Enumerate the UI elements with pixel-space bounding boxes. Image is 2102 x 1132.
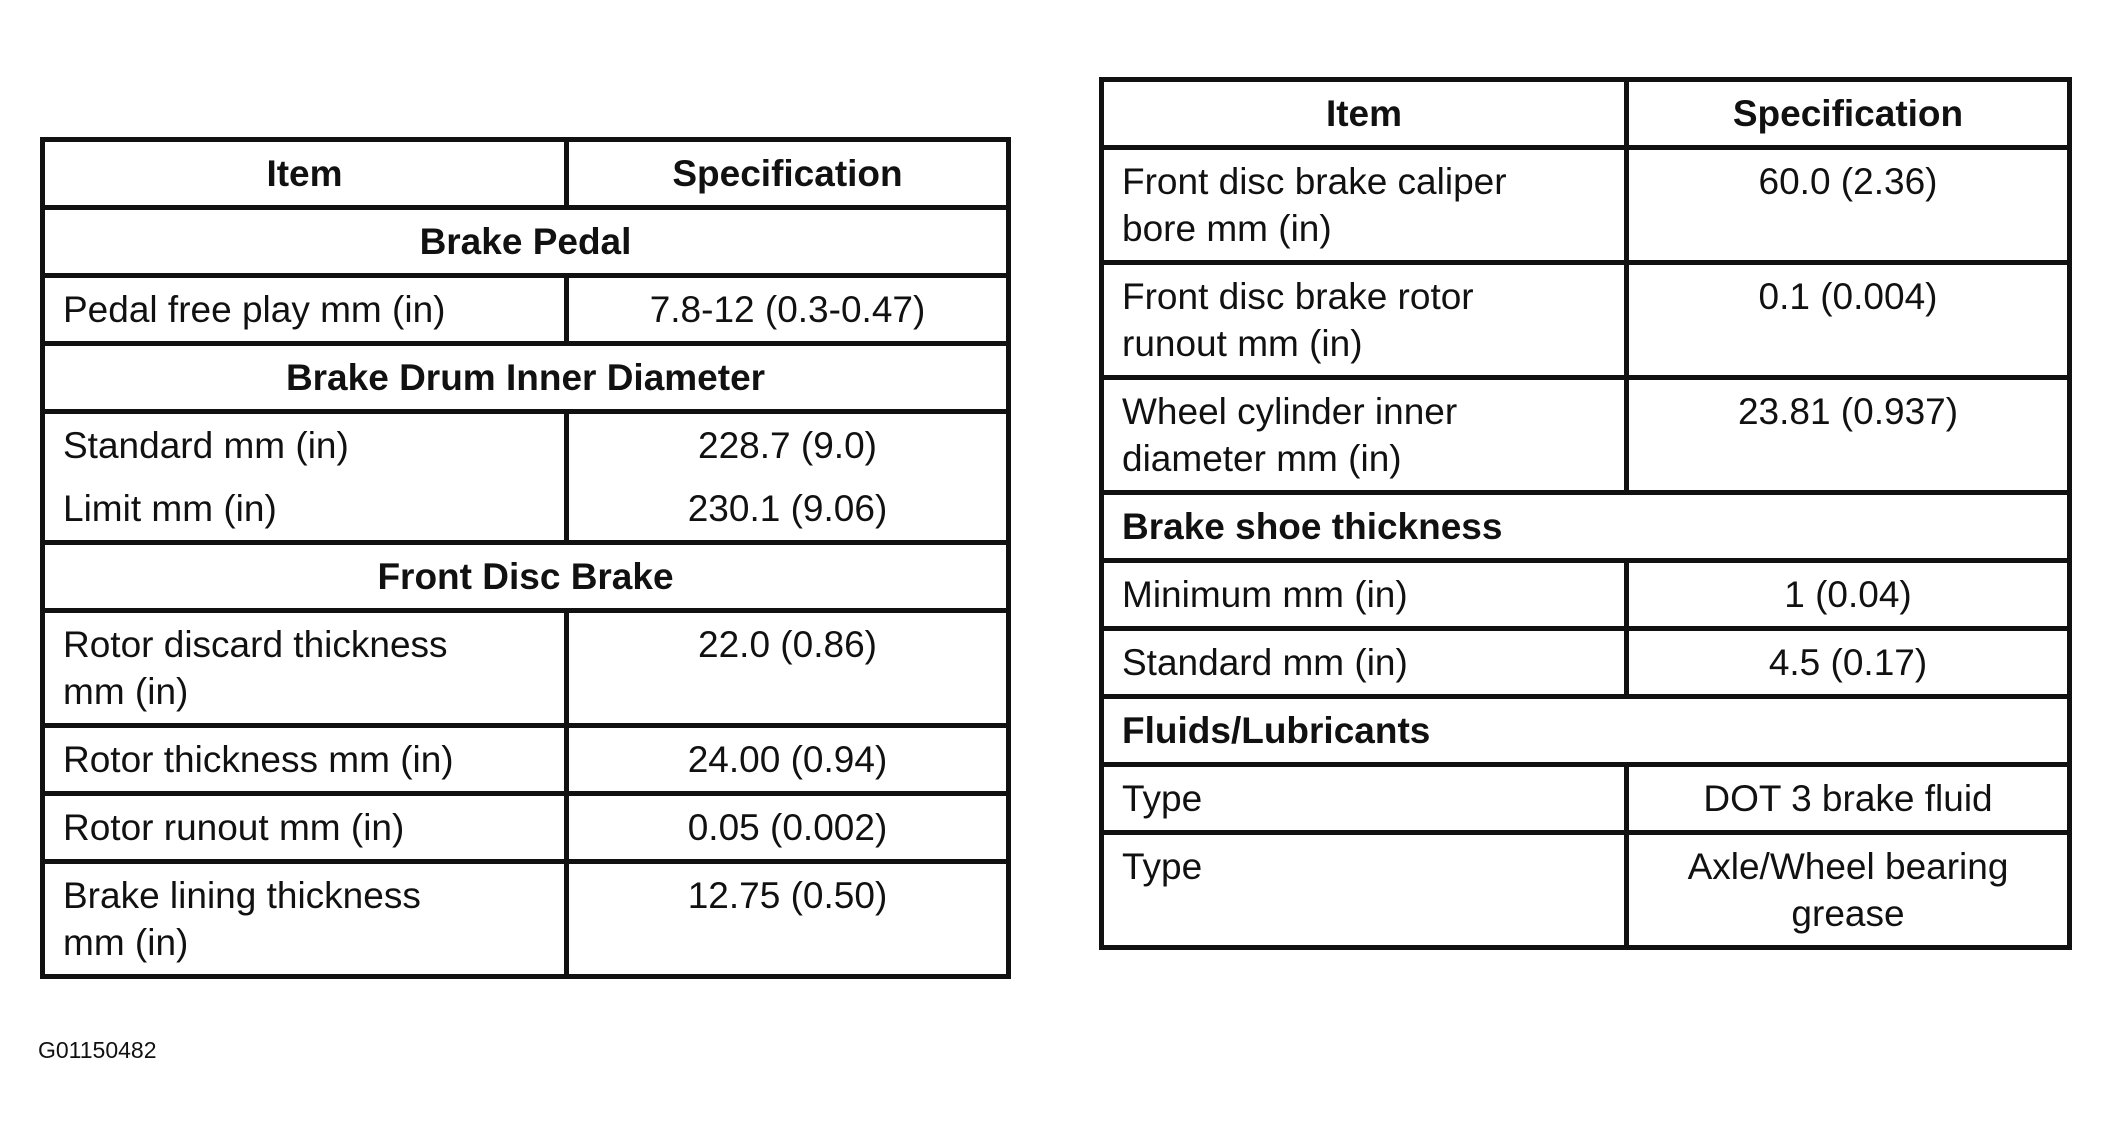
item-lubricant-type: Type <box>1102 833 1627 948</box>
table-row <box>43 477 1009 543</box>
table-row <box>1102 148 2070 263</box>
item-line: Front disc brake rotor <box>1122 276 1474 317</box>
header-item: Item <box>1102 80 1627 148</box>
table-row <box>1102 263 2070 378</box>
section-row-brake-shoe <box>1102 493 2070 561</box>
spec-line: grease <box>1791 893 1905 934</box>
header-specification: Specification <box>1627 80 2070 148</box>
table-row <box>43 412 1009 478</box>
spec-rotor-discard-thickness: 22.0 (0.86) <box>567 611 1009 726</box>
brake-spec-table-right <box>1099 77 2072 950</box>
item-line: mm (in) <box>63 922 189 963</box>
header-item: Item <box>43 140 567 208</box>
spec-fluid-type: DOT 3 brake fluid <box>1627 765 2070 833</box>
table-row <box>1102 833 2070 948</box>
item-drum-standard: Standard mm (in) <box>43 412 567 478</box>
spec-caliper-bore: 60.0 (2.36) <box>1627 148 2070 263</box>
section-title-brake-shoe: Brake shoe thickness <box>1102 493 2070 561</box>
spec-drum-standard: 228.7 (9.0) <box>567 412 1009 478</box>
spec-lubricant-type <box>1627 833 2070 948</box>
item-rotor-runout: Rotor runout mm (in) <box>43 794 567 862</box>
table-row <box>43 794 1009 862</box>
item-line: bore mm (in) <box>1122 208 1332 249</box>
section-title-brake-pedal: Brake Pedal <box>43 208 1009 276</box>
item-fluid-type: Type <box>1102 765 1627 833</box>
figure-id-label: G01150482 <box>38 1037 157 1063</box>
item-line: diameter mm (in) <box>1122 438 1402 479</box>
item-brake-lining-thickness <box>43 862 567 977</box>
table-row <box>1102 629 2070 697</box>
table-row <box>43 276 1009 344</box>
spec-pedal-free-play: 7.8-12 (0.3-0.47) <box>567 276 1009 344</box>
spec-wheel-cylinder: 23.81 (0.937) <box>1627 378 2070 493</box>
item-drum-limit: Limit mm (in) <box>43 477 567 543</box>
item-line: runout mm (in) <box>1122 323 1363 364</box>
section-row-brake-drum <box>43 344 1009 412</box>
spec-front-rotor-runout: 0.1 (0.004) <box>1627 263 2070 378</box>
spec-shoe-minimum: 1 (0.04) <box>1627 561 2070 629</box>
header-specification: Specification <box>567 140 1009 208</box>
table-row <box>43 726 1009 794</box>
item-line: Rotor discard thickness <box>63 624 448 665</box>
item-line: Wheel cylinder inner <box>1122 391 1458 432</box>
section-title-brake-drum: Brake Drum Inner Diameter <box>43 344 1009 412</box>
item-caliper-bore <box>1102 148 1627 263</box>
item-rotor-discard-thickness <box>43 611 567 726</box>
item-shoe-standard: Standard mm (in) <box>1102 629 1627 697</box>
spec-line: Axle/Wheel bearing <box>1687 846 2009 887</box>
item-line: mm (in) <box>63 671 189 712</box>
table-row <box>43 862 1009 977</box>
item-wheel-cylinder <box>1102 378 1627 493</box>
table-header-row <box>43 140 1009 208</box>
spec-rotor-thickness: 24.00 (0.94) <box>567 726 1009 794</box>
table-row <box>43 611 1009 726</box>
section-row-front-disc <box>43 543 1009 611</box>
spec-rotor-runout: 0.05 (0.002) <box>567 794 1009 862</box>
item-shoe-minimum: Minimum mm (in) <box>1102 561 1627 629</box>
item-line: Front disc brake caliper <box>1122 161 1507 202</box>
table-row <box>1102 378 2070 493</box>
section-title-front-disc: Front Disc Brake <box>43 543 1009 611</box>
table-header-row <box>1102 80 2070 148</box>
brake-spec-table-left <box>40 137 1011 979</box>
section-row-fluids <box>1102 697 2070 765</box>
table-row <box>1102 765 2070 833</box>
section-title-fluids: Fluids/Lubricants <box>1102 697 2070 765</box>
spec-drum-limit: 230.1 (9.06) <box>567 477 1009 543</box>
table-row <box>1102 561 2070 629</box>
item-front-rotor-runout <box>1102 263 1627 378</box>
item-pedal-free-play: Pedal free play mm (in) <box>43 276 567 344</box>
item-line: Brake lining thickness <box>63 875 421 916</box>
section-row-brake-pedal <box>43 208 1009 276</box>
spec-brake-lining-thickness: 12.75 (0.50) <box>567 862 1009 977</box>
spec-shoe-standard: 4.5 (0.17) <box>1627 629 2070 697</box>
item-rotor-thickness: Rotor thickness mm (in) <box>43 726 567 794</box>
